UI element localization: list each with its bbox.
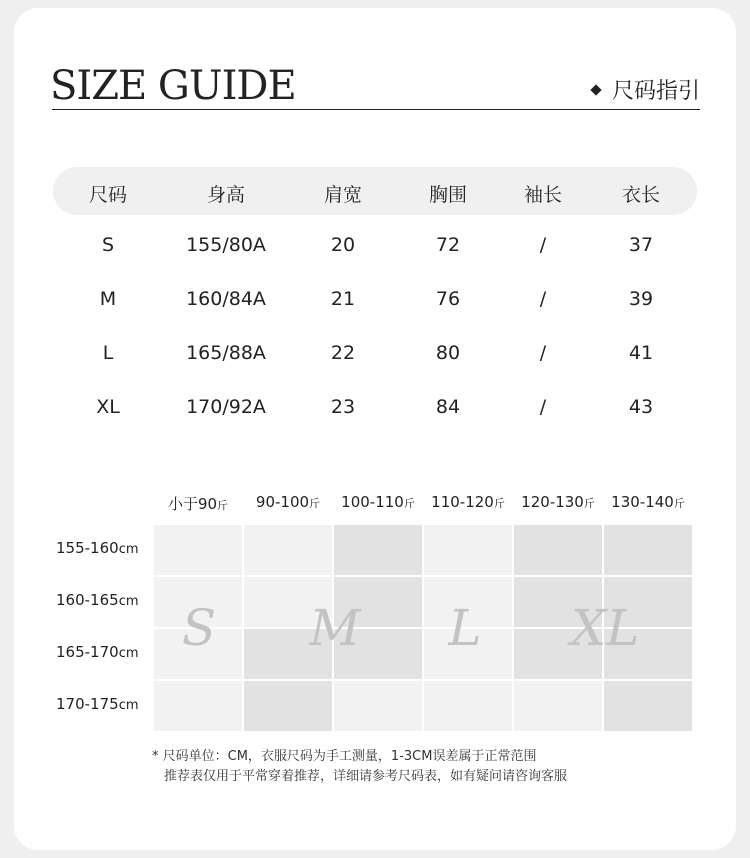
size-table-cell: 43 — [628, 396, 654, 418]
weight-range-label: 小于90斤 — [167, 495, 229, 513]
fit-grid-cell — [154, 681, 242, 731]
size-table-header-cell: 身高 — [206, 184, 246, 206]
diamond-bullet-icon — [590, 84, 601, 95]
title-divider — [52, 109, 700, 110]
weight-range-label: 90-100斤 — [255, 493, 321, 511]
size-table-cell: 20 — [330, 234, 356, 256]
weight-range-label: 130-140斤 — [611, 493, 685, 511]
size-table-cell: 76 — [435, 288, 461, 310]
size-table-cell: / — [539, 288, 547, 310]
size-table-cell: / — [539, 342, 547, 364]
size-table-header-cell: 尺码 — [88, 184, 128, 206]
size-table-cell: / — [539, 396, 547, 418]
size-table-cell: 37 — [628, 234, 654, 256]
size-table-header-cell: 肩宽 — [323, 184, 363, 206]
size-table-cell: / — [539, 234, 547, 256]
weight-range-label: 100-110斤 — [341, 493, 415, 511]
fit-grid-cell — [154, 525, 242, 575]
footnote-line-1: * 尺码单位：CM，衣服尺码为手工测量，1-3CM误差属于正常范围 — [152, 749, 537, 764]
fit-grid-cell — [424, 681, 512, 731]
page-title: SIZE GUIDE — [50, 63, 296, 109]
size-table-cell: 22 — [330, 342, 356, 364]
size-table-header — [53, 167, 697, 215]
fit-grid-cell — [244, 681, 332, 731]
weight-range-label: 120-130斤 — [521, 493, 595, 511]
fit-grid-cell — [244, 525, 332, 575]
size-table-cell: S — [101, 234, 115, 256]
fit-grid-cell — [514, 681, 602, 731]
fit-grid-cell — [334, 681, 422, 731]
fit-grid-cell — [604, 525, 692, 575]
size-table-cell: 41 — [628, 342, 654, 364]
size-table-cell: 84 — [435, 396, 461, 418]
fit-grid-cell — [604, 681, 692, 731]
size-table-header-cell: 衣长 — [621, 184, 661, 206]
size-zone-letter: XL — [570, 599, 640, 657]
size-table-cell: 39 — [628, 288, 654, 310]
size-table-cell: M — [99, 288, 117, 310]
height-range-label: 165-170cm — [56, 643, 139, 661]
size-table-header-cell: 胸围 — [428, 184, 468, 206]
height-range-label: 160-165cm — [56, 591, 139, 609]
size-table-cell: L — [102, 342, 114, 364]
size-table-cell: 21 — [330, 288, 356, 310]
size-table-cell: 80 — [435, 342, 461, 364]
size-table-cell: 160/84A — [186, 288, 266, 310]
footnote — [152, 747, 567, 787]
size-table-cell: 165/88A — [186, 342, 266, 364]
size-table-cell: 23 — [330, 396, 356, 418]
subtitle-text: 尺码指引 — [611, 79, 700, 104]
fit-grid-cell — [334, 525, 422, 575]
size-table-cell: 170/92A — [186, 396, 266, 418]
size-zone-letter: S — [181, 599, 217, 657]
height-range-label: 155-160cm — [56, 539, 139, 557]
height-range-label: 170-175cm — [56, 695, 139, 713]
size-zone-letter: L — [448, 599, 482, 657]
size-zone-letter: M — [309, 599, 361, 657]
size-table-header-cell: 袖长 — [523, 184, 563, 206]
fit-grid-cell — [424, 525, 512, 575]
page-subtitle — [592, 74, 700, 105]
size-table-cell: 72 — [435, 234, 461, 256]
size-table-cell: XL — [96, 396, 120, 418]
fit-grid-cell — [514, 525, 602, 575]
footnote-line-2: 推荐表仅用于平常穿着推荐，详细请参考尺码表，如有疑问请咨询客服 — [164, 769, 568, 784]
weight-range-label: 110-120斤 — [431, 493, 505, 511]
size-table-cell: 155/80A — [186, 234, 266, 256]
